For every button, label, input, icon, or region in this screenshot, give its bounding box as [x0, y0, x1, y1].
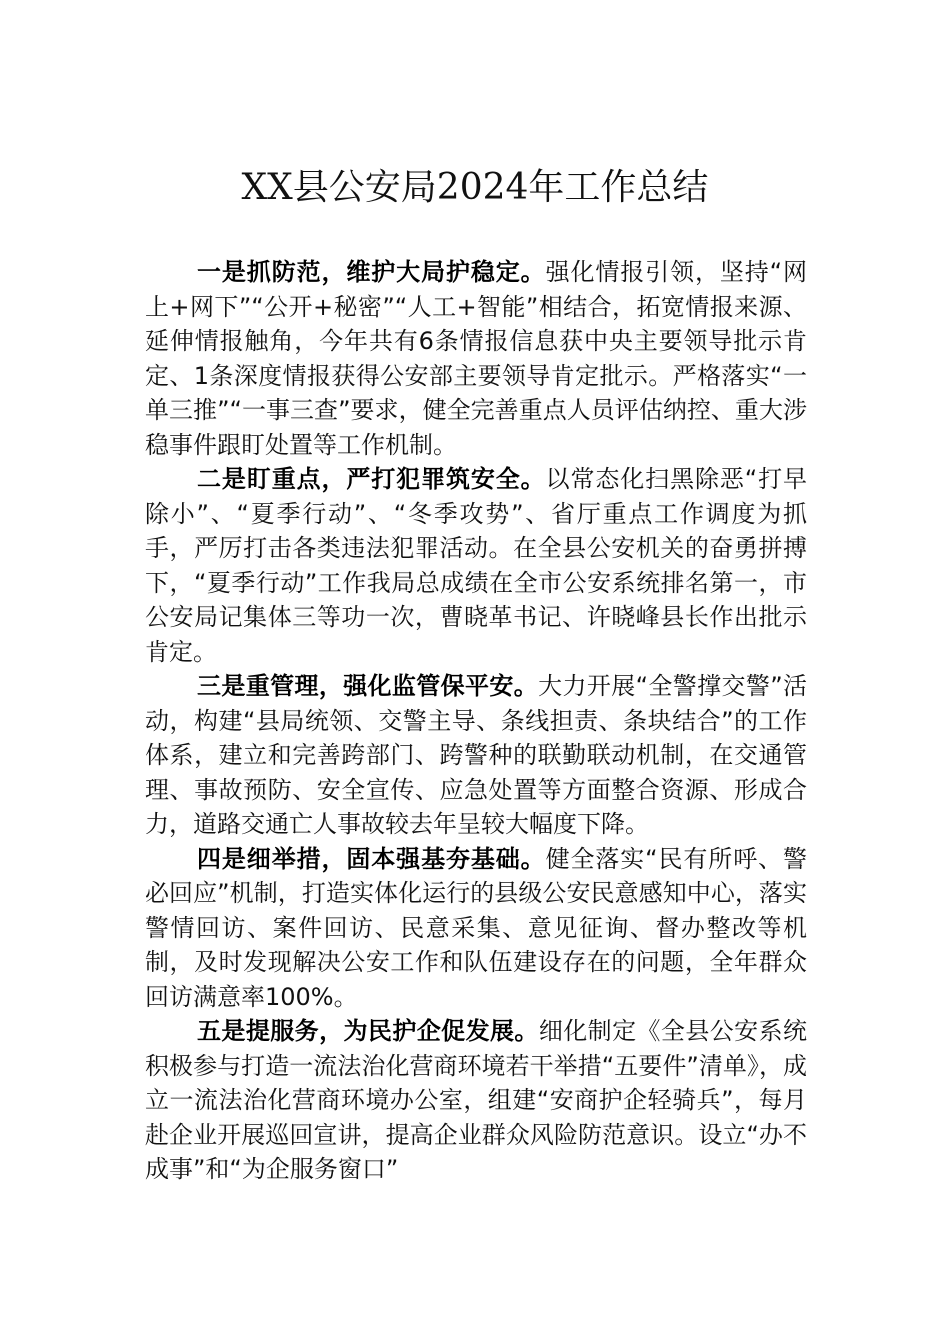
paragraph-text: 强化情报引领，坚持“网上+网下”“公开+秘密”“人工+智能”相结合，拓宽情报来源、延伸情报触角，今年共有6条情报信息获中央主要领导批示肯定、1条深度情报获得公安部主要领导肯定批示。严格落实“一单三推”“一事三查”要求，健全完善重点人员评估纳控、重大涉稳事件跟盯处置等工作机制。 — [145, 258, 807, 459]
paragraph-lead: 三是重管理，强化监管保平安。 — [197, 672, 539, 700]
paragraph-4 — [145, 842, 807, 1015]
paragraph-text: 以常态化扫黑除恶“打早除小”、“夏季行动”、“冬季攻势”、省厅重点工作调度为抓手，严厉打击各类违法犯罪活动。在全县公安机关的奋勇拼搏下，“夏季行动”工作我局总成绩在全市公安系统排名第一，市公安局记集体三等功一次，曹晓革书记、许晓峰县长作出批示肯定。 — [145, 465, 807, 666]
paragraph-text: 健全落实“民有所呼、警必回应”机制，打造实体化运行的县级公安民意感知中心，落实警情回访、案件回访、民意采集、意见征询、督办整改等机制，及时发现解决公安工作和队伍建设存在的问题，全年群众回访满意率100%。 — [145, 844, 807, 1011]
paragraph-text: 大力开展“全警撑交警”活动，构建“县局统领、交警主导、条线担责、条块结合”的工作体系，建立和完善跨部门、跨警种的联勤联动机制，在交通管理、事故预防、安全宣传、应急处置等方面整合资源、形成合力，道路交通亡人事故较去年呈较大幅度下降。 — [145, 672, 807, 838]
paragraph-2 — [145, 462, 807, 669]
document-title: XX县公安局2024年工作总结 — [241, 167, 709, 208]
paragraph-lead: 四是细举措，固本强基夯基础。 — [197, 844, 546, 873]
paragraph-lead: 二是盯重点，严打犯罪筑安全。 — [197, 465, 546, 493]
document-body — [145, 255, 807, 1187]
paragraph-text: 细化制定《全县公安系统积极参与打造一流法治化营商环境若干举措“五要件”清单》，成立一流法治化营商环境办公室，组建“安商护企轻骑兵”，每月赴企业开展巡回宣讲，提高企业群众风险防范意识。设立“办不成事”和“为企服务窗口” — [145, 1017, 808, 1183]
paragraph-1 — [145, 255, 807, 462]
paragraph-3 — [145, 669, 807, 842]
paragraph-5 — [145, 1014, 807, 1187]
paragraph-lead: 一是抓防范，维护大局护稳定。 — [197, 258, 546, 286]
paragraph-lead: 五是提服务，为民护企促发展。 — [197, 1017, 539, 1045]
